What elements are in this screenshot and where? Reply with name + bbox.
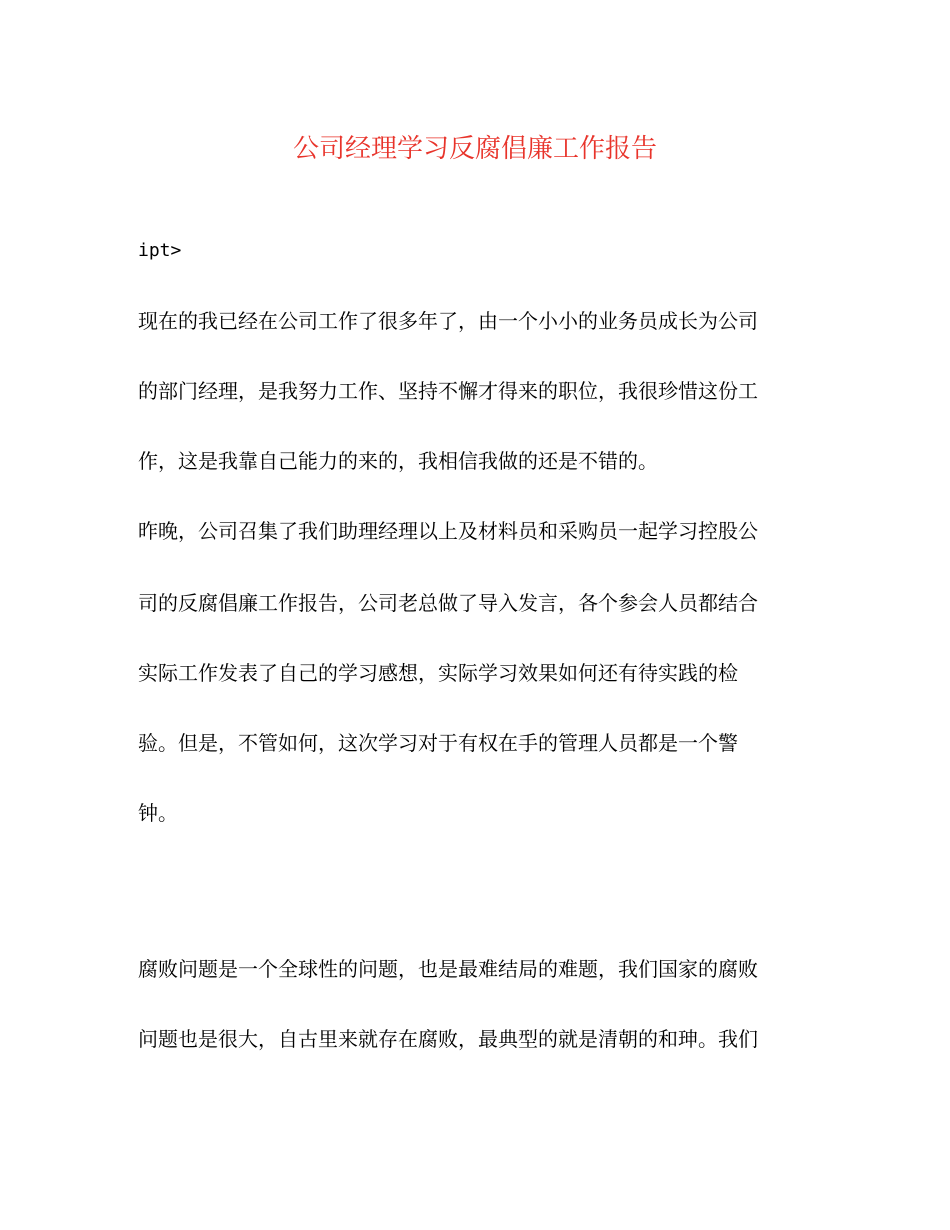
paragraph-2-line-4: 验。但是，不管如何，这次学习对于有权在手的管理人员都是一个警 [138,731,738,755]
paragraph-1-line-2: 的部门经理，是我努力工作、坚持不懈才得来的职位，我很珍惜这份工 [138,379,758,403]
document-title: 公司经理学习反腐倡廉工作报告 [292,134,657,164]
paragraph-3-line-1: 腐败问题是一个全球性的问题，也是最难结局的难题，我们国家的腐败 [138,957,758,981]
paragraph-3-line-2: 问题也是很大，自古里来就存在腐败，最典型的就是清朝的和珅。我们 [138,1027,758,1051]
text-line-fragment: ipt> [138,240,182,261]
paragraph-2-line-1: 昨晚，公司召集了我们助理经理以上及材料员和采购员一起学习控股公 [138,519,758,543]
paragraph-2-line-2: 司的反腐倡廉工作报告，公司老总做了导入发言，各个参会人员都结合 [138,591,758,615]
paragraph-2-line-3: 实际工作发表了自己的学习感想，实际学习效果如何还有待实践的检 [138,661,738,685]
paragraph-1-line-3: 作，这是我靠自己能力的来的，我相信我做的还是不错的。 [138,449,658,473]
paragraph-2-line-5: 钟。 [138,801,178,825]
paragraph-1-line-1: 现在的我已经在公司工作了很多年了，由一个小小的业务员成长为公司 [138,309,758,333]
